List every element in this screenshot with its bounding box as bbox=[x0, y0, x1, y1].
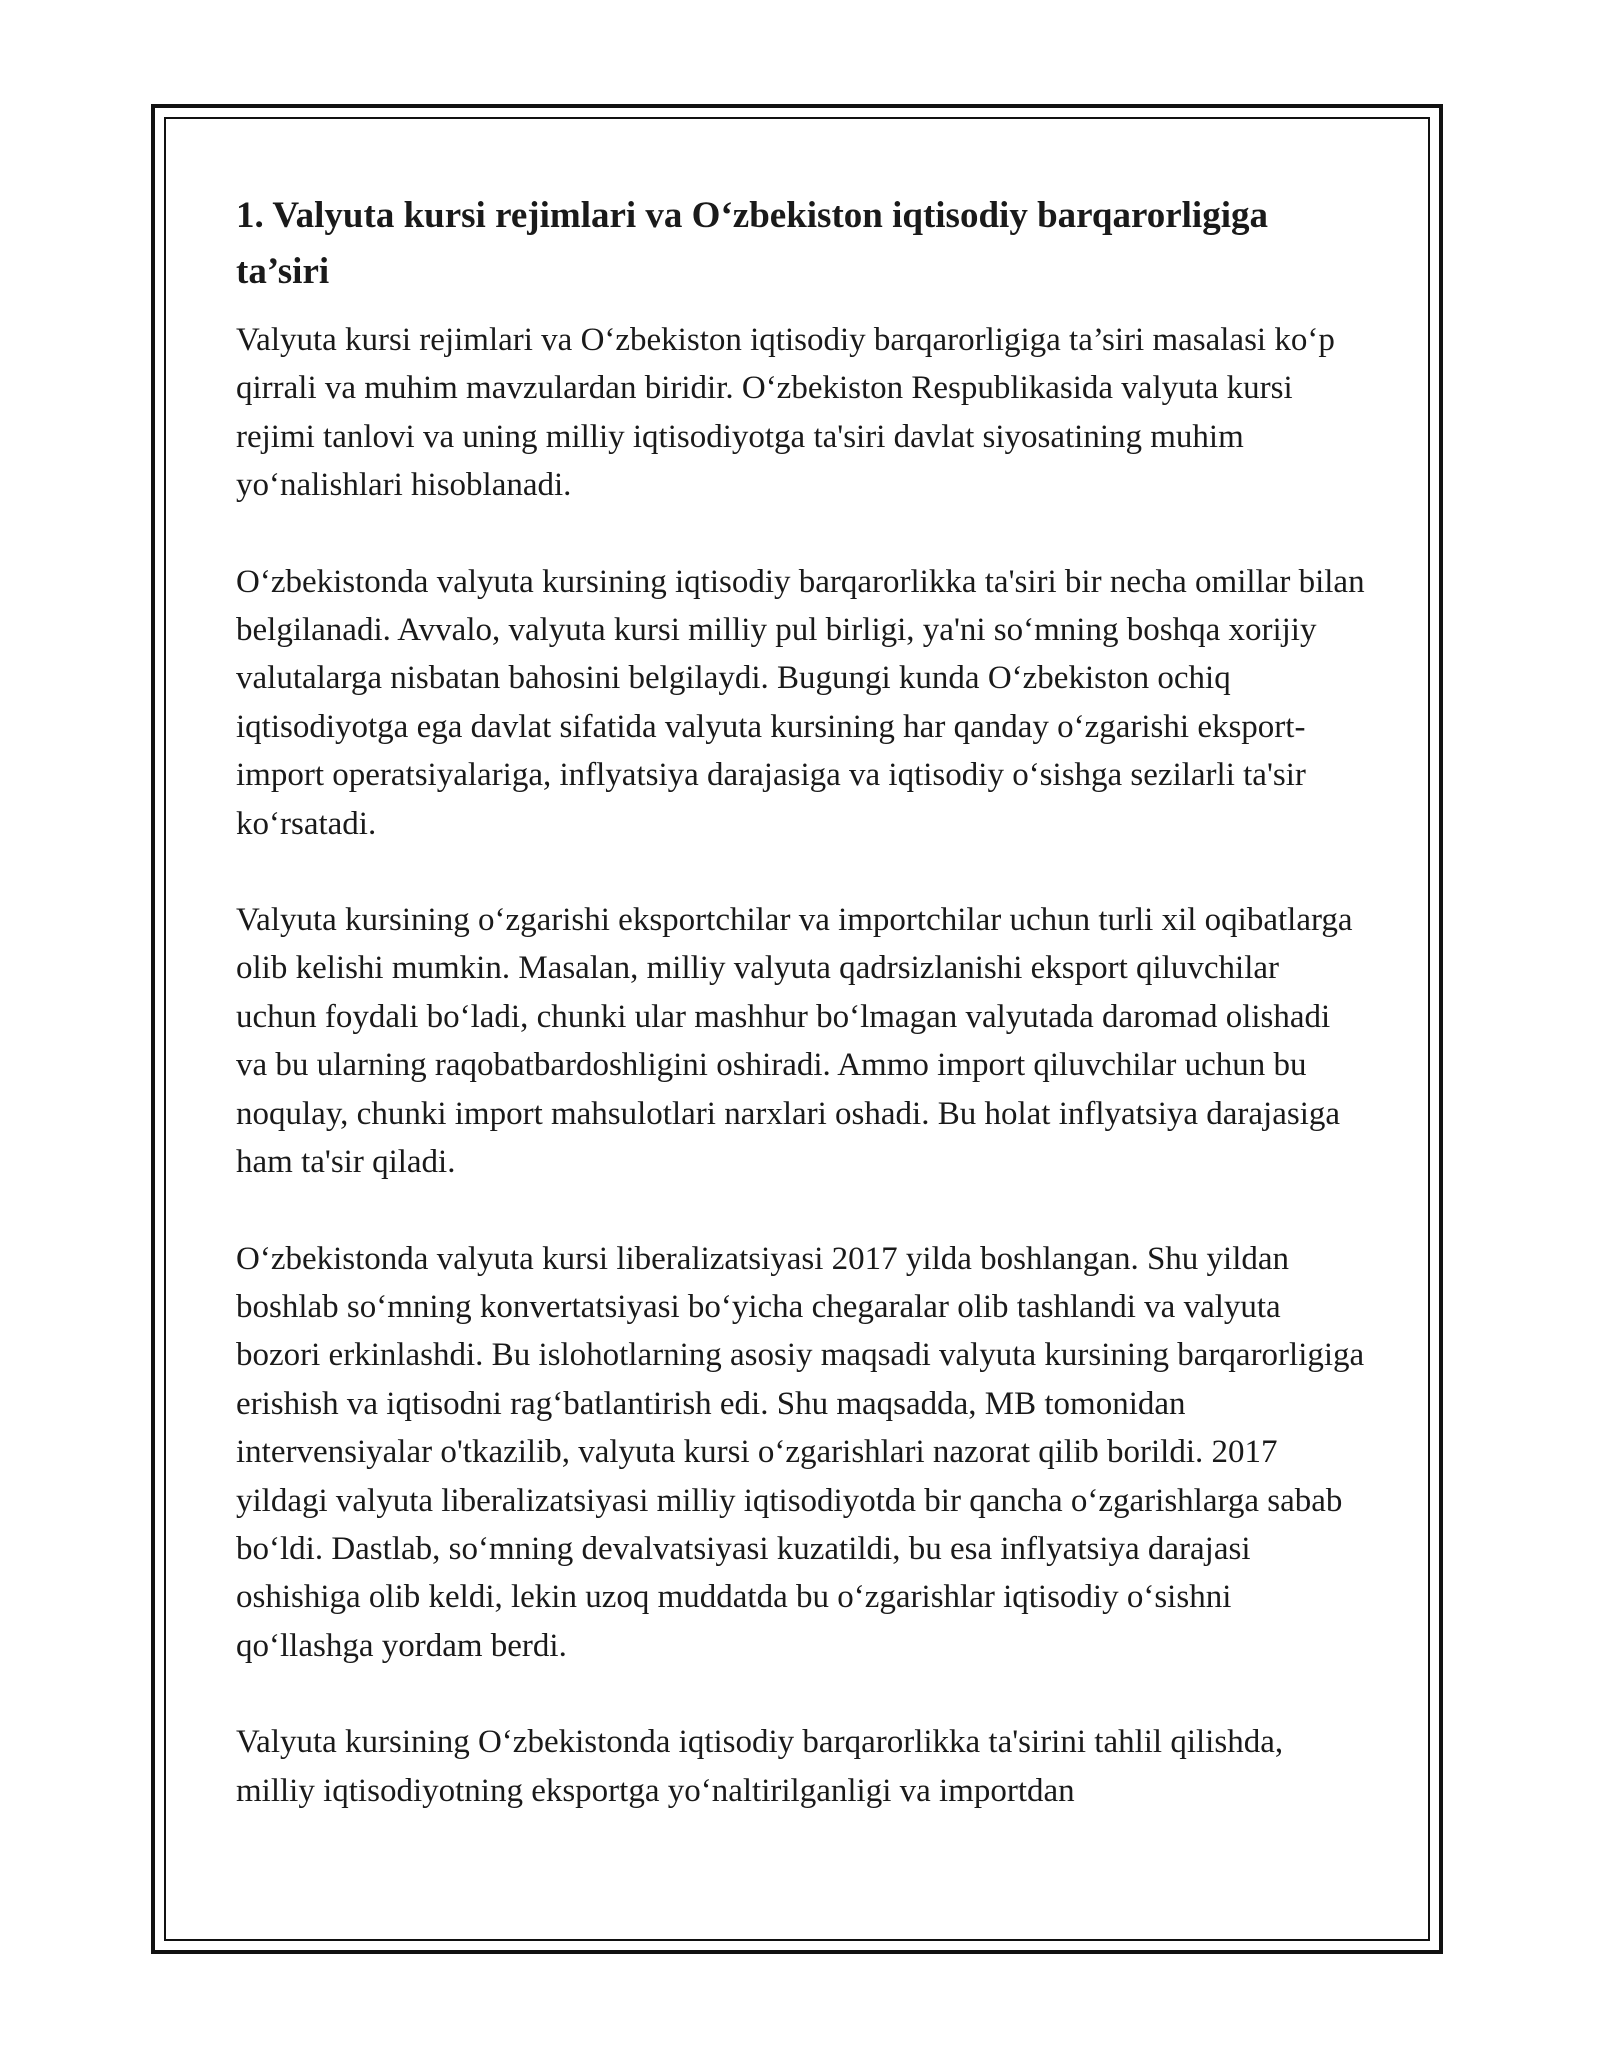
document-content bbox=[236, 188, 1366, 1863]
paragraph-5: Valyuta kursining O‘zbekistonda iqtisodiy barqarorlikka ta'sirini tahlil qilishda, milliy iqtisodiyotning eksportga yo‘naltirilganligi va importdan bbox=[236, 1724, 1284, 1809]
section-heading: 1. Valyuta kursi rejimlari va O‘zbekiston iqtisodiy barqarorligiga ta’siri bbox=[236, 195, 1268, 292]
paragraph-3: Valyuta kursining o‘zgarishi eksportchilar va importchilar uchun turli xil oqibatlarga olib kelishi mumkin. Masalan, milliy valyuta qadrsizlanishi eksport qiluvchilar uchun foydali bo‘ladi, chunki ular mashhur bo‘lmagan valyutada daromad olishadi va bu ularning raqobatbardoshligini oshiradi. Ammo import qiluvchilar uchun bu noqulay, chunki import mahsulotlari narxlari oshadi. Bu holat inflyatsiya darajasiga ham ta'sir qiladi. bbox=[236, 902, 1353, 1181]
paragraph-1: Valyuta kursi rejimlari va O‘zbekiston iqtisodiy barqarorligiga ta’siri masalasi ko‘p qirrali va muhim mavzulardan biridir. O‘zbekiston Respublikasida valyuta kursi rejimi tanlovi va uning milliy iqtisodiyotga ta'siri davlat siyosatining muhim yo‘nalishlari hisoblanadi. bbox=[236, 322, 1335, 504]
paragraph-4: O‘zbekistonda valyuta kursi liberalizatsiyasi 2017 yilda boshlangan. Shu yildan boshlab so‘mning konvertatsiyasi bo‘yicha chegaralar olib tashlandi va valyuta bozori erkinlashdi. Bu islohotlarning asosiy maqsadi valyuta kursining barqarorligiga erishish va iqtisodni rag‘batlantirish edi. Shu maqsadda, MB tomonidan intervensiyalar o'tkazilib, valyuta kursi o‘zgarishlari nazorat qilib borildi. 2017 yildagi valyuta liberalizatsiyasi milliy iqtisodiyotda bir qancha o‘zgarishlarga sabab bo‘ldi. Dastlab, so‘mning devalvatsiyasi kuzatildi, bu esa inflyatsiya darajasi oshishiga olib keldi, lekin uzoq muddatda bu o‘zgarishlar iqtisodiy o‘sishni qo‘llashga yordam berdi. bbox=[236, 1240, 1365, 1664]
paragraph-2: O‘zbekistonda valyuta kursining iqtisodiy barqarorlikka ta'siri bir necha omillar bilan belgilanadi. Avvalo, valyuta kursi milliy pul birligi, ya'ni so‘mning boshqa xorijiy valutalarga nisbatan bahosini belgilaydi. Bugungi kunda O‘zbekiston ochiq iqtisodiyotga ega davlat sifatida valyuta kursining har qanday o‘zgarishi eksport-import operatsiyalariga, inflyatsiya darajasiga va iqtisodiy o‘sishga sezilarli ta'sir ko‘rsatadi. bbox=[236, 563, 1365, 842]
